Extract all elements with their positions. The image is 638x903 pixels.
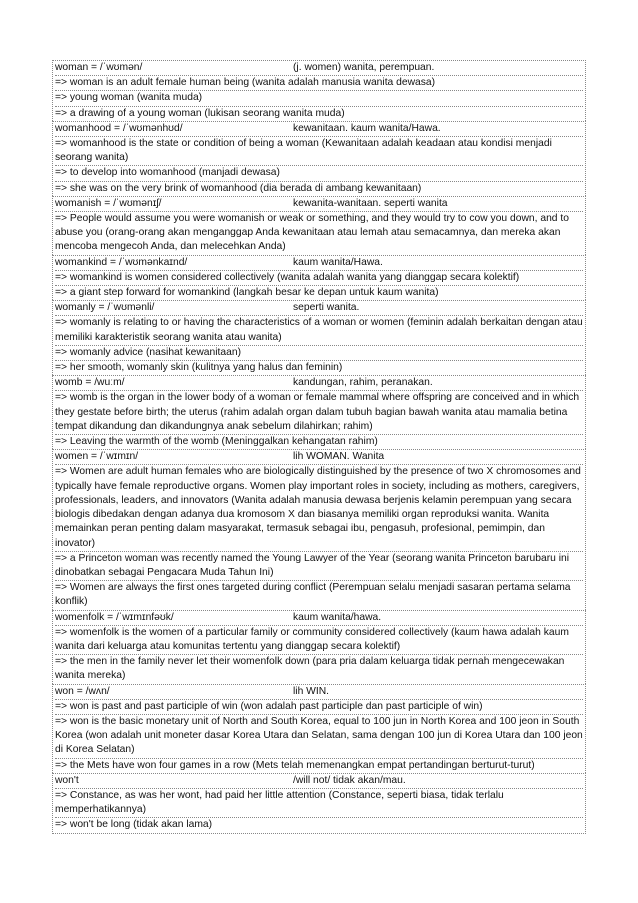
entry-headline — [55, 611, 583, 626]
dictionary-entry — [52, 121, 586, 196]
dictionary-entry — [52, 610, 586, 684]
dictionary-entry — [52, 449, 586, 609]
entry-headline — [55, 376, 583, 391]
example-line: => a drawing of a young woman (lukisan seorang wanita muda) — [55, 107, 345, 119]
entry-word: womankind = /ˈwʊmənkaɪnd/ — [55, 256, 188, 268]
entry-definition: kaum wanita/hawa. — [293, 611, 382, 623]
entry-definition: kandungan, rahim, peranakan. — [293, 377, 433, 389]
dictionary-entry — [52, 773, 586, 834]
example-line: => her smooth, womanly skin (kulitnya yang halus dan feminin) — [55, 362, 343, 374]
entry-headline — [55, 301, 583, 316]
example-line: => a giant step forward for womankind (langkah besar ke depan untuk kaum wanita) — [55, 287, 439, 299]
example-line: => womb is the organ in the lower body of a woman or female mammal where offspring are conceived and in which they gestate before birth; the uterus (rahim adalah organ dalam tubuh bagian bawah wanita atau mamalia betina tempat dikandung dan dikandungnya anak sebelum dilahirkan; rahim) — [55, 391, 583, 435]
entry-headline — [55, 122, 583, 137]
entry-definition: kaum wanita/Hawa. — [293, 256, 383, 268]
entry-word: women = /ˈwɪmɪn/ — [55, 451, 139, 463]
entry-word: woman = /ˈwʊmən/ — [55, 62, 143, 73]
entry-headline — [55, 256, 583, 271]
example-line: => People would assume you were womanish or weak or something, and they would try to cow you down, and to abuse you (orang-orang akan menganggap Anda kewanitaan atau lemah atau semacamnya, dan mereka akan mencoba mengecoh Anda, dan melecehkan Anda) — [55, 213, 569, 253]
entry-definition: (j. women) wanita, perempuan. — [293, 62, 435, 73]
entry-definition: seperti wanita. — [293, 302, 360, 314]
entry-headline — [55, 61, 583, 76]
entry-word: womanish = /ˈwʊmənɪʃ/ — [55, 197, 162, 209]
entry-headline — [55, 774, 583, 789]
dictionary-entry — [52, 375, 586, 449]
dictionary-page — [52, 60, 586, 834]
example-line: => womanly is relating to or having the characteristics of a woman or women (feminin adalah berkaitan dengan atau memiliki karakteristik seorang wanita atau wanita) — [55, 316, 583, 345]
dictionary-entry — [52, 300, 586, 375]
entry-definition: /will not/ tidak akan/mau. — [293, 774, 406, 786]
dictionary-entry — [52, 60, 586, 121]
entry-word: won't — [55, 774, 79, 786]
example-line: => Women are adult human females who are biologically distinguished by the presence of two X chromosomes and typically have female reproductive organs. Women play important roles in society, including as mothers, caregivers, professionals, leaders, and innovators (Wanita adalah manusia dewasa berjenis kelamin perempuan yang secara biologis dibedakan dengan adanya dua kromosom X dan biasanya memiliki organ reproduksi wanita. Wanita memainkan peran penting dalam masyarakat, termasuk sebagai ibu, pengasuh, profesional, pemimpin, dan inovator) — [55, 465, 583, 551]
example-line: => the men in the family never let their womenfolk down (para pria dalam keluarga tidak pernah mengecewakan wanita mereka) — [55, 656, 565, 682]
entry-definition: lih WIN. — [293, 685, 330, 697]
entry-headline — [55, 450, 583, 465]
example-line: => to develop into womanhood (manjadi dewasa) — [55, 166, 583, 181]
entry-definition: lih WOMAN. Wanita — [293, 451, 385, 463]
example-line: => young woman (wanita muda) — [55, 91, 583, 106]
example-line: => she was on the very brink of womanhood (dia berada di ambang kewanitaan) — [55, 182, 422, 194]
entry-definition: kewanitaan. kaum wanita/Hawa. — [293, 122, 441, 134]
example-line: => Constance, as was her wont, had paid her little attention (Constance, seperti biasa, tidak terlalu memperhatikannya) — [55, 789, 583, 818]
example-line: => womanly advice (nasihat kewanitaan) — [55, 346, 583, 361]
entry-headline — [55, 197, 583, 212]
example-line: => a Princeton woman was recently named the Young Lawyer of the Year (seorang wanita Princeton barubaru ini dinobatkan sebagai Pengacara Muda Tahun Ini) — [55, 552, 583, 581]
example-line: => womanhood is the state or condition of being a woman (Kewanitaan adalah keadaan atau kondisi menjadi seorang wanita) — [55, 137, 583, 166]
example-line: => the Mets have won four games in a row (Mets telah memenangkan empat pertandingan berturut-turut) — [55, 759, 535, 771]
dictionary-entry — [52, 255, 586, 301]
example-line: => woman is an adult female human being (wanita adalah manusia wanita dewasa) — [55, 76, 583, 91]
example-line: => Leaving the warmth of the womb (Meninggalkan kehangatan rahim) — [55, 436, 378, 448]
entry-word: womanhood = /ˈwʊmənhʊd/ — [55, 122, 183, 134]
entry-word: womb = /wuːm/ — [55, 377, 125, 389]
example-line: => won is past and past participle of win (won adalah past participle dan past participle of win) — [55, 700, 583, 715]
example-line: => Women are always the first ones targeted during conflict (Perempuan selalu menjadi sasaran pertama selama konflik) — [55, 582, 571, 608]
entry-word: won = /wʌn/ — [55, 685, 110, 697]
example-line: => womenfolk is the women of a particular family or community considered collectively (kaum hawa adalah kaum wanita dari keluarga atau komunitas tertentu yang dianggap secara kolektif) — [55, 626, 583, 655]
entry-definition: kewanita-wanitaan. seperti wanita — [293, 197, 448, 209]
entry-word: womenfolk = /ˈwɪmɪnfəʊk/ — [55, 611, 174, 623]
example-line: => womankind is women considered collectively (wanita adalah wanita yang dianggap secara kolektif) — [55, 271, 583, 286]
entry-headline — [55, 685, 583, 700]
example-line: => won is the basic monetary unit of North and South Korea, equal to 100 jun in North Korea and 100 jeon in South Korea (won adalah unit moneter dasar Korea Utara dan Selatan, sama dengan 100 jun di Korea Utara dan 100 jeon di Korea Selatan) — [55, 715, 583, 759]
entry-word: womanly = /ˈwʊmənli/ — [55, 302, 155, 314]
dictionary-entry — [52, 684, 586, 773]
dictionary-entry — [52, 196, 586, 255]
example-line: => won't be long (tidak akan lama) — [55, 819, 213, 831]
